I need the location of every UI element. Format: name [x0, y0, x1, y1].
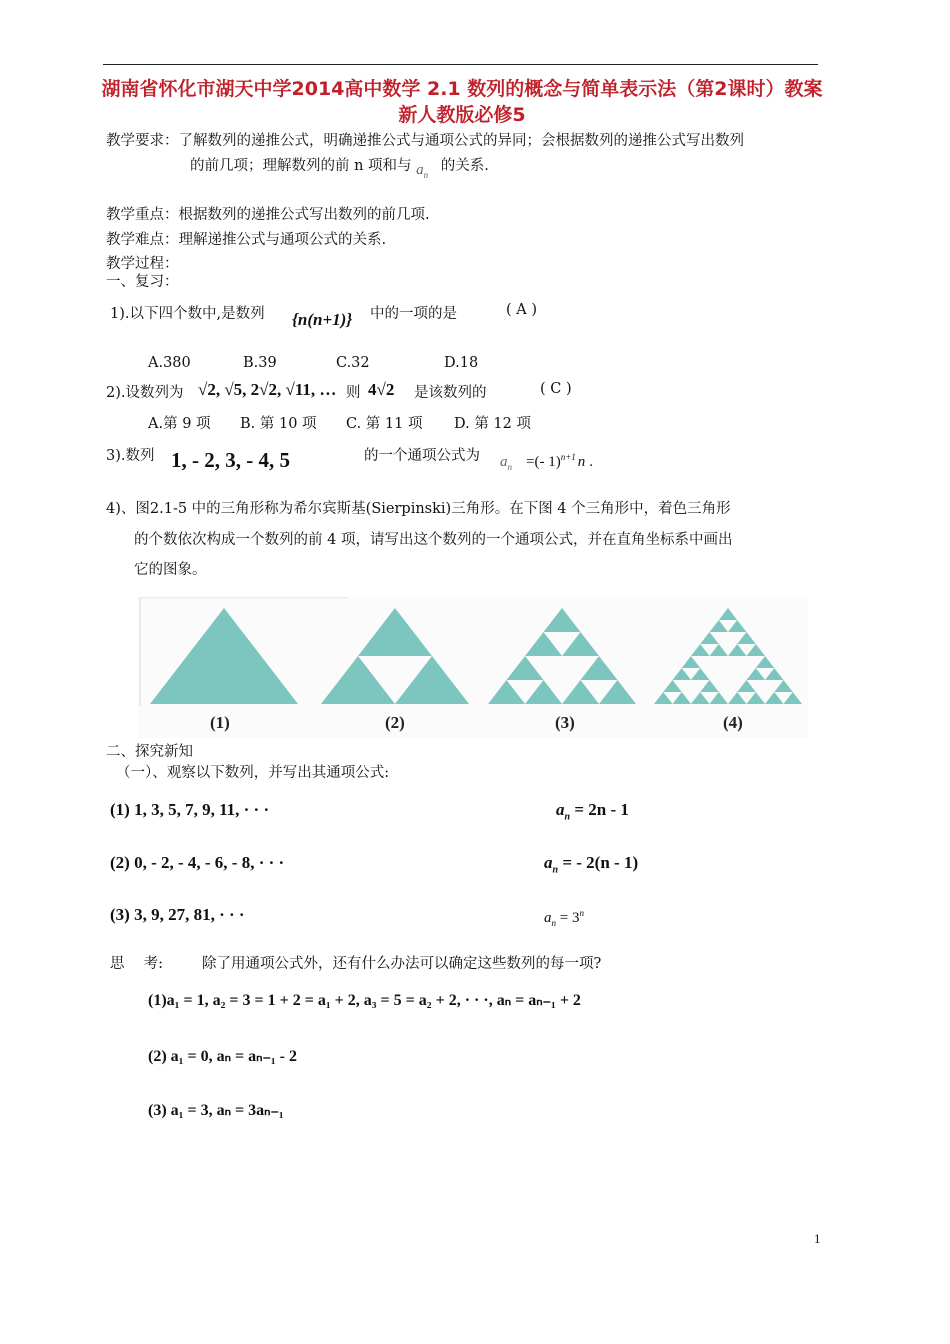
difficulty: 教学难点：理解递推公式与通项公式的关系. — [106, 232, 387, 248]
figure-caption-2: (2) — [385, 713, 405, 732]
requirements-label: 教学要求： — [106, 133, 179, 149]
key-point: 教学重点：根据数列的递推公式写出数列的前几项. — [106, 207, 430, 223]
q1-option-c: C.32 — [336, 355, 370, 371]
think-label: 思 考: — [110, 956, 163, 972]
review-heading: 一、复习： — [106, 274, 179, 290]
requirements-text2b: 的关系. — [440, 158, 489, 174]
q1-answer: ( A ) — [506, 302, 538, 318]
recurrence-3: (3) a₁ = 3, aₙ = 3aₙ₋₁ — [148, 1102, 284, 1119]
q1-formula: {n(n+1)} — [292, 310, 353, 329]
q1-text: 1).以下四个数中,是数列 — [110, 306, 265, 322]
q1-option-a: A.380 — [148, 355, 191, 371]
q2-mid: 则 — [346, 385, 361, 401]
requirements-line1 — [106, 129, 744, 150]
q4-line2: 的个数依次构成一个数列的前 4 项，请写出这个数列的一个通项公式，并在直角坐标系中画出 — [134, 532, 733, 548]
sequence-3: (3) 3, 9, 27, 81, · · · — [110, 905, 245, 924]
requirements-text2a: 的前几项；理解数列的前 n 项和与 — [190, 158, 412, 174]
q3-an: $a_n$ — [500, 454, 512, 472]
figure-caption-3: (3) — [555, 713, 575, 732]
requirements-line2 — [190, 154, 489, 180]
q2-answer: ( C ) — [540, 381, 572, 397]
process-label: 教学过程： — [106, 256, 179, 272]
q1-tail: 中的一项的是 — [370, 306, 457, 322]
formula-1: $a_n = 2n - 1$ — [556, 800, 629, 823]
q2-tail: 是该数列的 — [414, 385, 487, 401]
q2-option-c: C. 第 11 项 — [346, 416, 423, 432]
sequence-1: (1) 1, 3, 5, 7, 9, 11, · · · — [110, 800, 270, 819]
q2-option-b: B. 第 10 项 — [240, 416, 317, 432]
q4-line3: 它的图象。 — [134, 562, 207, 578]
q2-formula: √2, √5, 2√2, √11, … — [198, 380, 337, 399]
recurrence-2: (2) a₁ = 0, aₙ = aₙ₋₁ - 2 — [148, 1048, 298, 1065]
q3-text: 3).数列 — [106, 448, 155, 464]
figure-caption-4: (4) — [723, 713, 743, 732]
q2-text: 2).设数列为 — [106, 385, 184, 401]
document-title: 湖南省怀化市湖天中学2014高中数学 2.1 数列的概念与简单表示法（第2课时）教案 新人教版必修5 — [101, 78, 823, 126]
q2-formula2: 4√2 — [368, 380, 395, 399]
formula-3: $a_n = 3^n$ — [544, 908, 584, 928]
an-symbol: $a_n$ — [416, 162, 429, 180]
think-text: 除了用通项公式外，还有什么办法可以确定这些数列的每一项? — [202, 956, 602, 972]
figure-caption-1: (1) — [210, 713, 230, 732]
sequence-2: (2) 0, - 2, - 4, - 6, - 8, · · · — [110, 853, 285, 872]
recurrence-1: (1)a₁ = 1, a₂ = 3 = 1 + 2 = a₁ + 2, a₃ = 5 = a₂ + 2, · · ·, aₙ = aₙ₋₁ + 2 — [148, 992, 581, 1009]
explore-heading: 二、探究新知 — [106, 744, 193, 760]
explore-subheading: （一）、观察以下数列，并写出其通项公式: — [116, 765, 390, 781]
q3-rhs: =(- 1)$^{n+1}$ n . — [526, 452, 594, 470]
formula-2: $a_n$ = - 2(n - 1) — [544, 853, 639, 876]
q2-option-d: D. 第 12 项 — [454, 416, 531, 432]
page-number: 1 — [814, 1231, 821, 1246]
header-rule — [103, 64, 818, 65]
q2-option-a: A.第 9 项 — [148, 416, 211, 432]
q1-option-d: D.18 — [444, 355, 479, 371]
q3-formula: 1, - 2, 3, - 4, 5 — [171, 448, 290, 472]
q3-tail: 的一个通项公式为 — [364, 448, 480, 464]
q1-option-b: B.39 — [243, 355, 277, 371]
sierpinski-figure — [138, 596, 808, 738]
requirements-text1: 了解数列的递推公式，明确递推公式与通项公式的异同；会根据数列的递推公式写出数列 — [178, 133, 744, 149]
q4-line1: 4)、图2.1-5 中的三角形称为希尔宾斯基(Sierpinski)三角形。在下图 4 个三角形中，着色三角形 — [106, 501, 731, 517]
